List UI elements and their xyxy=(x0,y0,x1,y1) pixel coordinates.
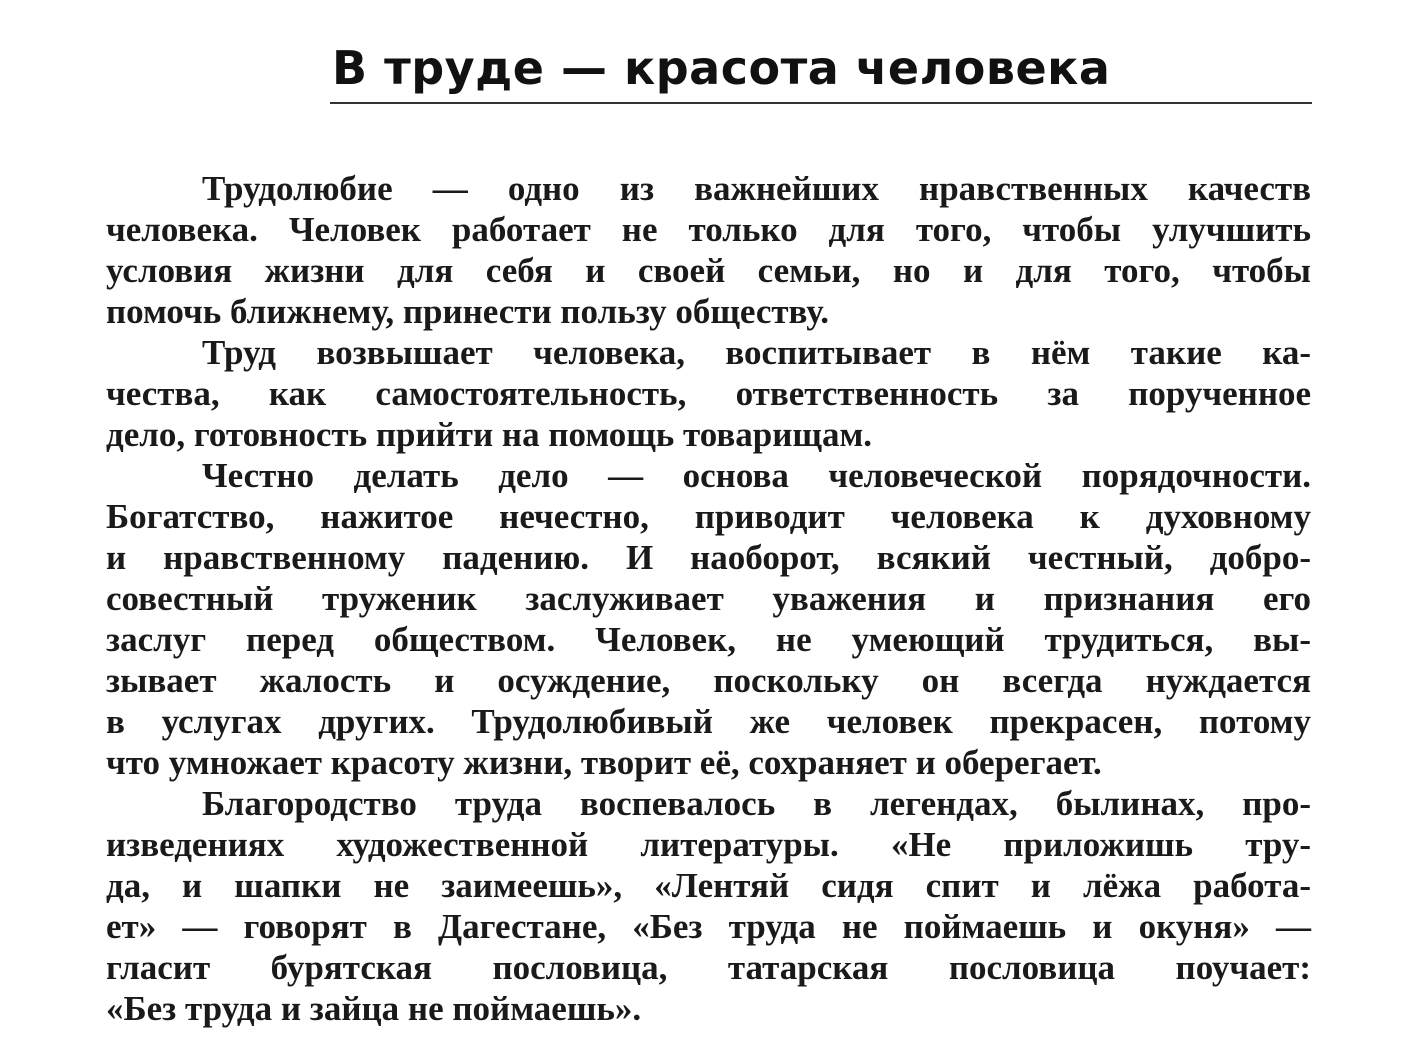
text-line: чества, как самостоятельность, ответственность за порученное xyxy=(106,374,1312,413)
title-block xyxy=(330,36,1312,104)
text-line: помочь ближнему, принести пользу обществу. xyxy=(106,292,830,331)
text-line: «Без труда и зайца не поймаешь». xyxy=(106,989,642,1028)
text-line: Трудолюбие — одно из важнейших нравственных качеств xyxy=(202,169,1311,208)
text-line: гласит бурятская пословица, татарская пословица поучает: xyxy=(106,948,1311,987)
text-line: человека. Человек работает не только для того, чтобы улучшить xyxy=(106,210,1311,249)
text-line: ет» — говорят в Дагестане, «Без труда не поймаешь и окуня» — xyxy=(106,907,1311,946)
text-line: дело, готовность прийти на помощь товарищам. xyxy=(106,415,873,454)
text-line: и нравственному падению. И наоборот, всякий честный, добро- xyxy=(106,538,1312,577)
text-line: изведениях художественной литературы. «Не приложишь тру- xyxy=(106,825,1311,864)
text-line: зывает жалость и осуждение, поскольку он всегда нуждается xyxy=(106,661,1312,700)
text-line: Честно делать дело — основа человеческой порядочности. xyxy=(202,456,1312,495)
text-line: условия жизни для себя и своей семьи, но и для того, чтобы xyxy=(106,251,1311,290)
text-line: совестный труженик заслуживает уважения и признания его xyxy=(106,579,1312,618)
text-line: Благородство труда воспевалось в легендах, былинах, про- xyxy=(202,784,1311,823)
text-line: в услугах других. Трудолюбивый же человек прекрасен, потому xyxy=(106,702,1312,741)
text-line: Богатство, нажитое нечестно, приводит человека к духовному xyxy=(106,497,1311,536)
text-line: Труд возвышает человека, воспитывает в нём такие ка- xyxy=(202,333,1312,372)
text-line: заслуг перед обществом. Человек, не умеющий трудиться, вы- xyxy=(106,620,1312,659)
body-text xyxy=(106,168,1311,1029)
text-line: да, и шапки не заимеешь», «Лентяй сидя спит и лёжа работа- xyxy=(106,866,1311,905)
page-title: В труде — красота человека xyxy=(332,41,1111,95)
text-line: что умножает красоту жизни, творит её, сохраняет и оберегает. xyxy=(106,743,1102,782)
